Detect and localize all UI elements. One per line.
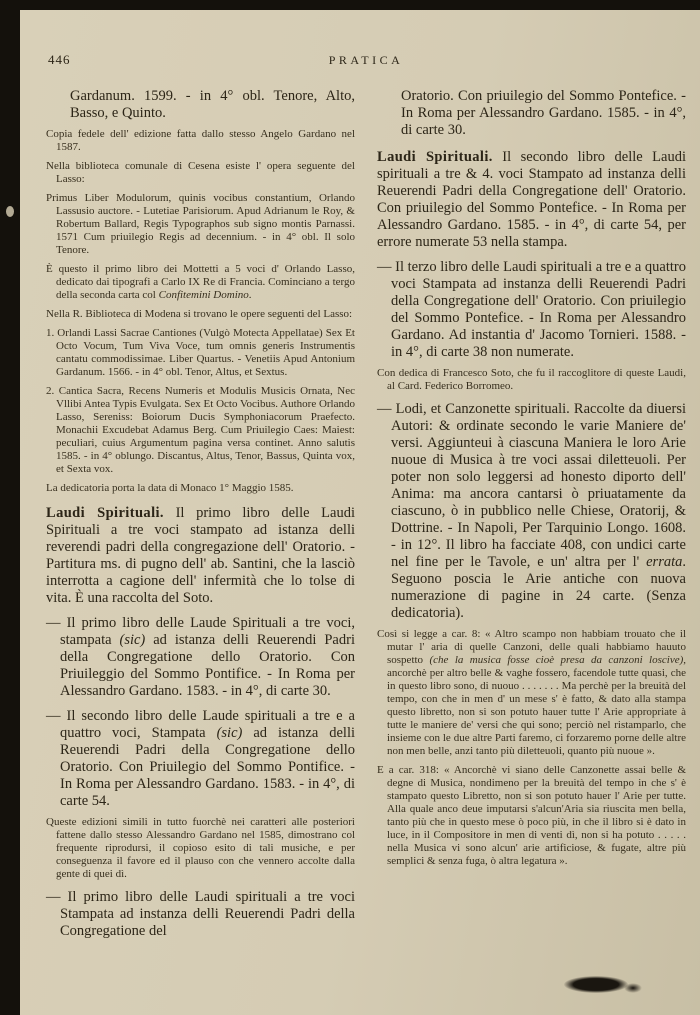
text-segment: Nella biblioteca comunale di Cesena esiste l' opera seguente del Lasso: <box>46 160 355 185</box>
text-segment: , ancorchè per altro belle & vaghe fossero, facendole tutte quasi, che in questo libro sono, di nuouo . . . . . . . Ma perchè per la breuità del tempo, con che in men d' un mese s' è fatto, & dato alla stampa questo libretto, non si son potuto hauer tutte l' Arie appropriate à tutte le maniere de' versi che qui sono; perciò nel ristamparlo, che insieme con le due altre Parti faremo, ci forzaremo porne delle altre non men belle, anzi tanto più diletteuoli, quanto più nuoue ». <box>387 654 686 757</box>
text-segment: Copia fedele dell' edizione fatta dallo stesso Angelo Gardano nel 1587. <box>46 128 355 153</box>
paragraph-right-3 <box>377 367 686 393</box>
paragraph-left-13 <box>46 889 355 940</box>
left-column <box>46 88 355 940</box>
text-segment: 1. Orlandi Lassi Sacrae Cantiones (Vulgò Motecta Appellatae) Sex Et Octo Vocum, Tum Viva Voce, tum omnis generis Instrumentis cantatu commodissimae. Liber Quartus. - Venetiis Apud Antonium Gardanum. 1566. - in 4° obl. Tenor, Altus, et Sextus. <box>46 327 355 378</box>
paragraph-left-11 <box>46 708 355 810</box>
text-segment: Confitemini Domino <box>158 289 249 301</box>
text-segment: E a car. 318: « Ancorchè vi siano delle Canzonette assai belle & degne di Musica, nondimeno per la breuità del tempo in che s' è stampato questo Libretto, non si son potuto hauer l' Arie per tutte. Alla quale anco deue imputarsi s'alcun'Aria sia riuscita men bella, tanto più che in questo mese ò poco più, in che il libro si è dato in luce, in il Compositore in men di venti dì, non si ha potuto . . . . . nella Musica vi sono alcun' arie artificiose, & fugate, altre più semplici & senza fuga, ò altra legatura ». <box>377 764 686 867</box>
page-paper <box>20 10 700 1015</box>
paragraph-right-5 <box>377 628 686 758</box>
text-segment: (che la musica fosse cioè presa da canzoni loscive) <box>429 654 684 666</box>
right-column <box>377 88 686 940</box>
text-segment: Queste edizioni simili in tutto fuorchè nei caratteri alle posteriori fattene dallo stesso Alessandro Gardano nel 1585, dimostrano col frequente riprodursi, il copioso esito di tali musiche, e per conseguenza il favore ed il plauso con che vennero accolte dalla gente di quei dì. <box>46 816 355 880</box>
paragraph-right-2 <box>377 259 686 361</box>
paragraph-left-8 <box>46 482 355 495</box>
text-segment: Così si legge a car. 8: « Altro scampo non habbiam trouato che il mutar l' aria di quelle Canzoni, delle quali habbiamo hauuto sospetto <box>377 628 686 666</box>
paragraph-left-1 <box>46 128 355 154</box>
text-segment: ad istanza delli Reuerendi Padri della Congregatione dello Oratorio. Con Priuileggio del Sommo Pontifice. - In Roma per Alessandro Gardano. 1583. - in 4°, di carte 30. <box>60 632 355 699</box>
paragraph-left-12 <box>46 816 355 881</box>
entry-heading: Laudi Spirituali. <box>46 505 164 521</box>
running-title: PRATICA <box>328 53 404 67</box>
text-segment: (sic) <box>119 632 146 648</box>
page-header <box>46 52 686 70</box>
text-segment: — Il terzo libro delle Laudi spirituali a tre e a quattro voci Stampata ad instanza delli Reuerendi Padri della Congregatione dell' Oratorio. Con priuilegio del Sommo Pontefice. - In Roma per Alessandro Gardano. Ad instantia d' Jacomo Tornieri. 1588. - in 4°, di carte 38 non numerate. <box>377 259 686 360</box>
page-number: 446 <box>48 52 71 67</box>
text-segment: Gardanum. 1599. - in 4° obl. Tenore, Alto, Basso, e Quinto. <box>70 88 355 121</box>
text-segment: La dedicatoria porta la data di Monaco 1° Maggio 1585. <box>46 482 294 494</box>
text-segment: Nella R. Biblioteca di Modena si trovano le opere seguenti del Lasso: <box>46 308 353 320</box>
text-segment: — Il secondo libro delle Laude spirituali a tre e a quattro voci, Stampata <box>46 708 355 741</box>
text-segment: — Il primo libro delle Laude Spirituali a tre voci, stampata <box>46 615 355 648</box>
text-segment: — Lodi, et Canzonette spirituali. Raccolte da diuersi Autori: & ordinate secondo le varie Maniere de' versi. Aggiunteui à ciascuna Maniera le loro Arie nuoue di Musica à tre voci assai diletteuoli. Per poter non solo leggersi ad honesto diporto dell' Anima: ma ancora cantarsi ò priuatamente da ciascuno, ò in pubblico nelle Chiese, Oratorij, & Dottrine. - In Napoli, Per Tarquinio Longo. 1608. - in 12°. Il libro ha facciate 408, con undici carte nel fine per le Tavole, e un' altra per l' <box>377 401 686 570</box>
text-segment: Primus Liber Modulorum, quinis vocibus constantium, Orlando Lassusio auctore. - Lutetiae Parisiorum. Apud Adrianum le Roy, & Robertum Ballard, Regis Typographos sub signo montis Parnassi. 1571 Cum priuilegio Regis ad decennium. - in 4° obl. Il solo Tenore. <box>46 192 355 256</box>
text-segment: (sic) <box>216 725 243 741</box>
paragraph-left-5 <box>46 308 355 321</box>
entry-heading: Laudi Spirituali. <box>377 149 493 165</box>
scan-speck <box>6 206 14 217</box>
paragraph-left-3 <box>46 192 355 257</box>
text-segment: Oratorio. Con priuilegio del Sommo Pontefice. - In Roma per Alessandro Gardano. 1585. - in 4°, di carte 30. <box>401 88 686 138</box>
paragraph-left-2 <box>46 160 355 186</box>
text-columns <box>20 88 700 940</box>
text-segment: errata <box>646 554 683 570</box>
paragraph-left-6 <box>46 327 355 379</box>
paragraph-right-4 <box>377 401 686 622</box>
text-segment: Il secondo libro delle Laudi spirituali a tre & 4. voci Stampato ad instanza delli Reuerendi Padri della Congregatione dell' Oratorio. Con priuilegio del Sommo Pontefice. - In Roma per Alessandro Gardano. 1585. - in 4°, di carte 54, per errore numerate 53 nella stampa. <box>377 149 686 250</box>
ink-smudge-small <box>624 983 642 993</box>
paragraph-left-10 <box>46 615 355 700</box>
text-segment: . <box>248 289 252 301</box>
text-segment: — Il primo libro delle Laudi spirituali a tre voci Stampata ad instanza delli Reuerendi Padri della Congregatione del <box>46 889 355 939</box>
paragraph-left-4 <box>46 263 355 302</box>
paragraph-left-7 <box>46 385 355 476</box>
text-segment: ad istanza delli Reuerendi Padri della Congregatione dello Oratorio. Con Priuilegio del Sommo Pontifice. - In Roma per Alessandro Gardano. 1583. - in 4°, di carte 54. <box>60 725 356 809</box>
text-segment: . Seguono poscia le Arie antiche con nuova numerazione di pagine in 24 carte. (Senza dedicatoria). <box>391 554 686 621</box>
scan-edge-left <box>0 0 20 1015</box>
ink-smudge <box>564 976 628 993</box>
paragraph-right-1 <box>377 149 686 251</box>
paragraph-right-6 <box>377 764 686 868</box>
text-segment: È questo il primo libro dei Mottetti a 5 voci d' Orlando Lasso, dedicato dai tipografi a Carlo IX Re di Francia. Cominciano a tergo della seconda carta col <box>46 263 355 301</box>
paragraph-left-0 <box>46 88 355 122</box>
text-segment: Con dedica di Francesco Soto, che fu il raccoglitore di queste Laudi, al Card. Federico Borromeo. <box>377 367 686 392</box>
scan-edge-top <box>0 0 700 10</box>
text-segment: Il primo libro delle Laudi Spirituali a tre voci stampato ad istanza delli reverendi padri della congregazione dell' Oratorio. - Partitura ms. di pugno dell' ab. Santini, che la lasciò interrotta a cagione dell' infermità che lo tolse di vita. È una raccolta del Soto. <box>46 505 355 606</box>
paragraph-right-0 <box>377 88 686 139</box>
text-segment: 2. Cantica Sacra, Recens Numeris et Modulis Musicis Ornata, Nec Vllibi Antea Typis Evulgata. Sex Et Octo Vocibus. Authore Orlando Lasso, Sereniss: Boiorum Ducis Symphoniacorum Praefecto. Monachii Excudebat Adamus Berg. Cum Priuilegio Caes: Maiest: peculiari, cuius Argumentum pagina versa continet. Anno salutis 1585. - in 4° oblungo. Discantus, Altus, Tenor, Bassus, Quinta vox, et Sexta vox. <box>46 385 355 475</box>
paragraph-left-9 <box>46 505 355 607</box>
